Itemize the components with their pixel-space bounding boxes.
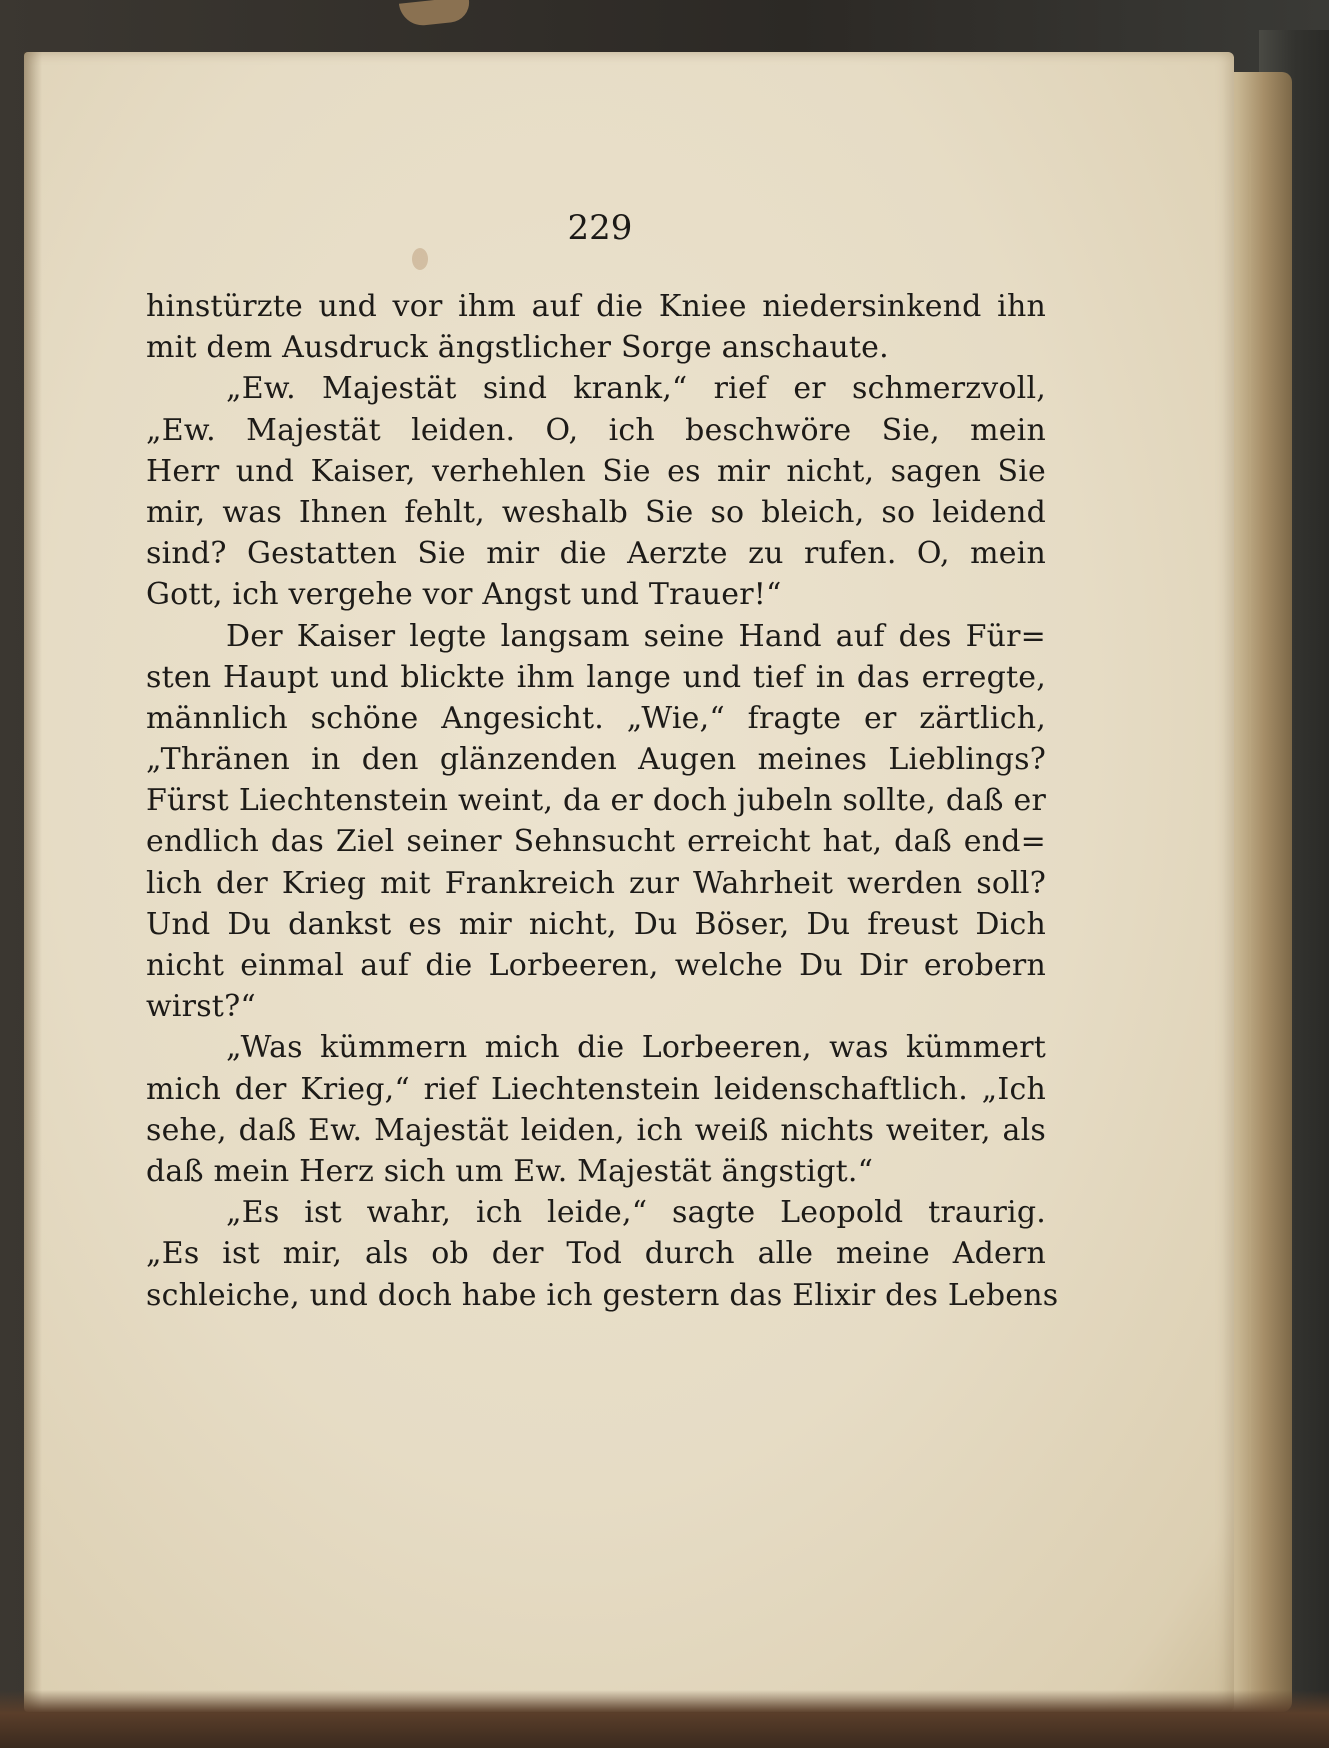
text-line: mit dem Ausdruck ängstlicher Sorge anschaute. xyxy=(146,330,889,366)
text-line: „Ew. Majestät leiden. O, ich beschwöre Sie, mein xyxy=(146,412,1046,448)
text-line: „Es ist wahr, ich leide,“ sagte Leopold traurig. xyxy=(226,1195,1046,1231)
text-line: endlich das Ziel seiner Sehnsucht erreicht hat, daß end= xyxy=(146,824,1046,860)
text-line: „Was kümmern mich die Lorbeeren, was kümmert xyxy=(226,1030,1046,1066)
text-line: Fürst Liechtenstein weint, da er doch jubeln sollte, daß er xyxy=(146,783,1046,819)
text-line: Der Kaiser legte langsam seine Hand auf des Für= xyxy=(226,618,1046,654)
text-line: lich der Krieg mit Frankreich zur Wahrheit werden soll? xyxy=(146,865,1046,901)
text-line: männlich schöne Angesicht. „Wie,“ fragte er zärtlich, xyxy=(146,700,1046,736)
text-line: sten Haupt und blickte ihm lange und tief in das erregte, xyxy=(146,659,1046,695)
page-number: 229 xyxy=(567,208,633,248)
text-line: daß mein Herz sich um Ew. Majestät ängstigt.“ xyxy=(146,1153,874,1189)
text-line: sehe, daß Ew. Majestät leiden, ich weiß nichts weiter, als xyxy=(146,1112,1046,1148)
text-line: Und Du dankst es mir nicht, Du Böser, Du freust Dich xyxy=(146,906,1046,942)
text-line: hinstürzte und vor ihm auf die Kniee niedersinkend ihn xyxy=(146,289,1046,324)
text-line: „Thränen in den glänzenden Augen meines Lieblings? xyxy=(146,742,1046,778)
text-line: schleiche, und doch habe ich gestern das Elixir des Lebens xyxy=(146,1277,1059,1313)
body-text xyxy=(146,286,1059,1316)
text-line: Gott, ich vergehe vor Angst und Trauer!“ xyxy=(146,577,782,613)
text-line: mir, was Ihnen fehlt, weshalb Sie so bleich, so leidend xyxy=(146,494,1046,530)
page-edge-line xyxy=(1248,152,1251,1712)
text-line: wirst?“ xyxy=(146,989,256,1025)
spine-shadow xyxy=(24,52,42,1712)
text-line: „Ew. Majestät sind krank,“ rief er schmerzvoll, xyxy=(226,371,1046,407)
paper-stain xyxy=(412,248,428,270)
text-line: sind? Gestatten Sie mir die Aerzte zu rufen. O, mein xyxy=(146,536,1046,572)
text-line: mich der Krieg,“ rief Liechtenstein leidenschaftlich. „Ich xyxy=(146,1071,1046,1107)
bottom-edge-wear xyxy=(0,1690,1329,1748)
text-line: nicht einmal auf die Lorbeeren, welche Du Dir erobern xyxy=(146,948,1046,983)
text-line: „Es ist mir, als ob der Tod durch alle meine Adern xyxy=(146,1236,1046,1272)
text-line: Herr und Kaiser, verhehlen Sie es mir nicht, sagen Sie xyxy=(146,453,1046,489)
